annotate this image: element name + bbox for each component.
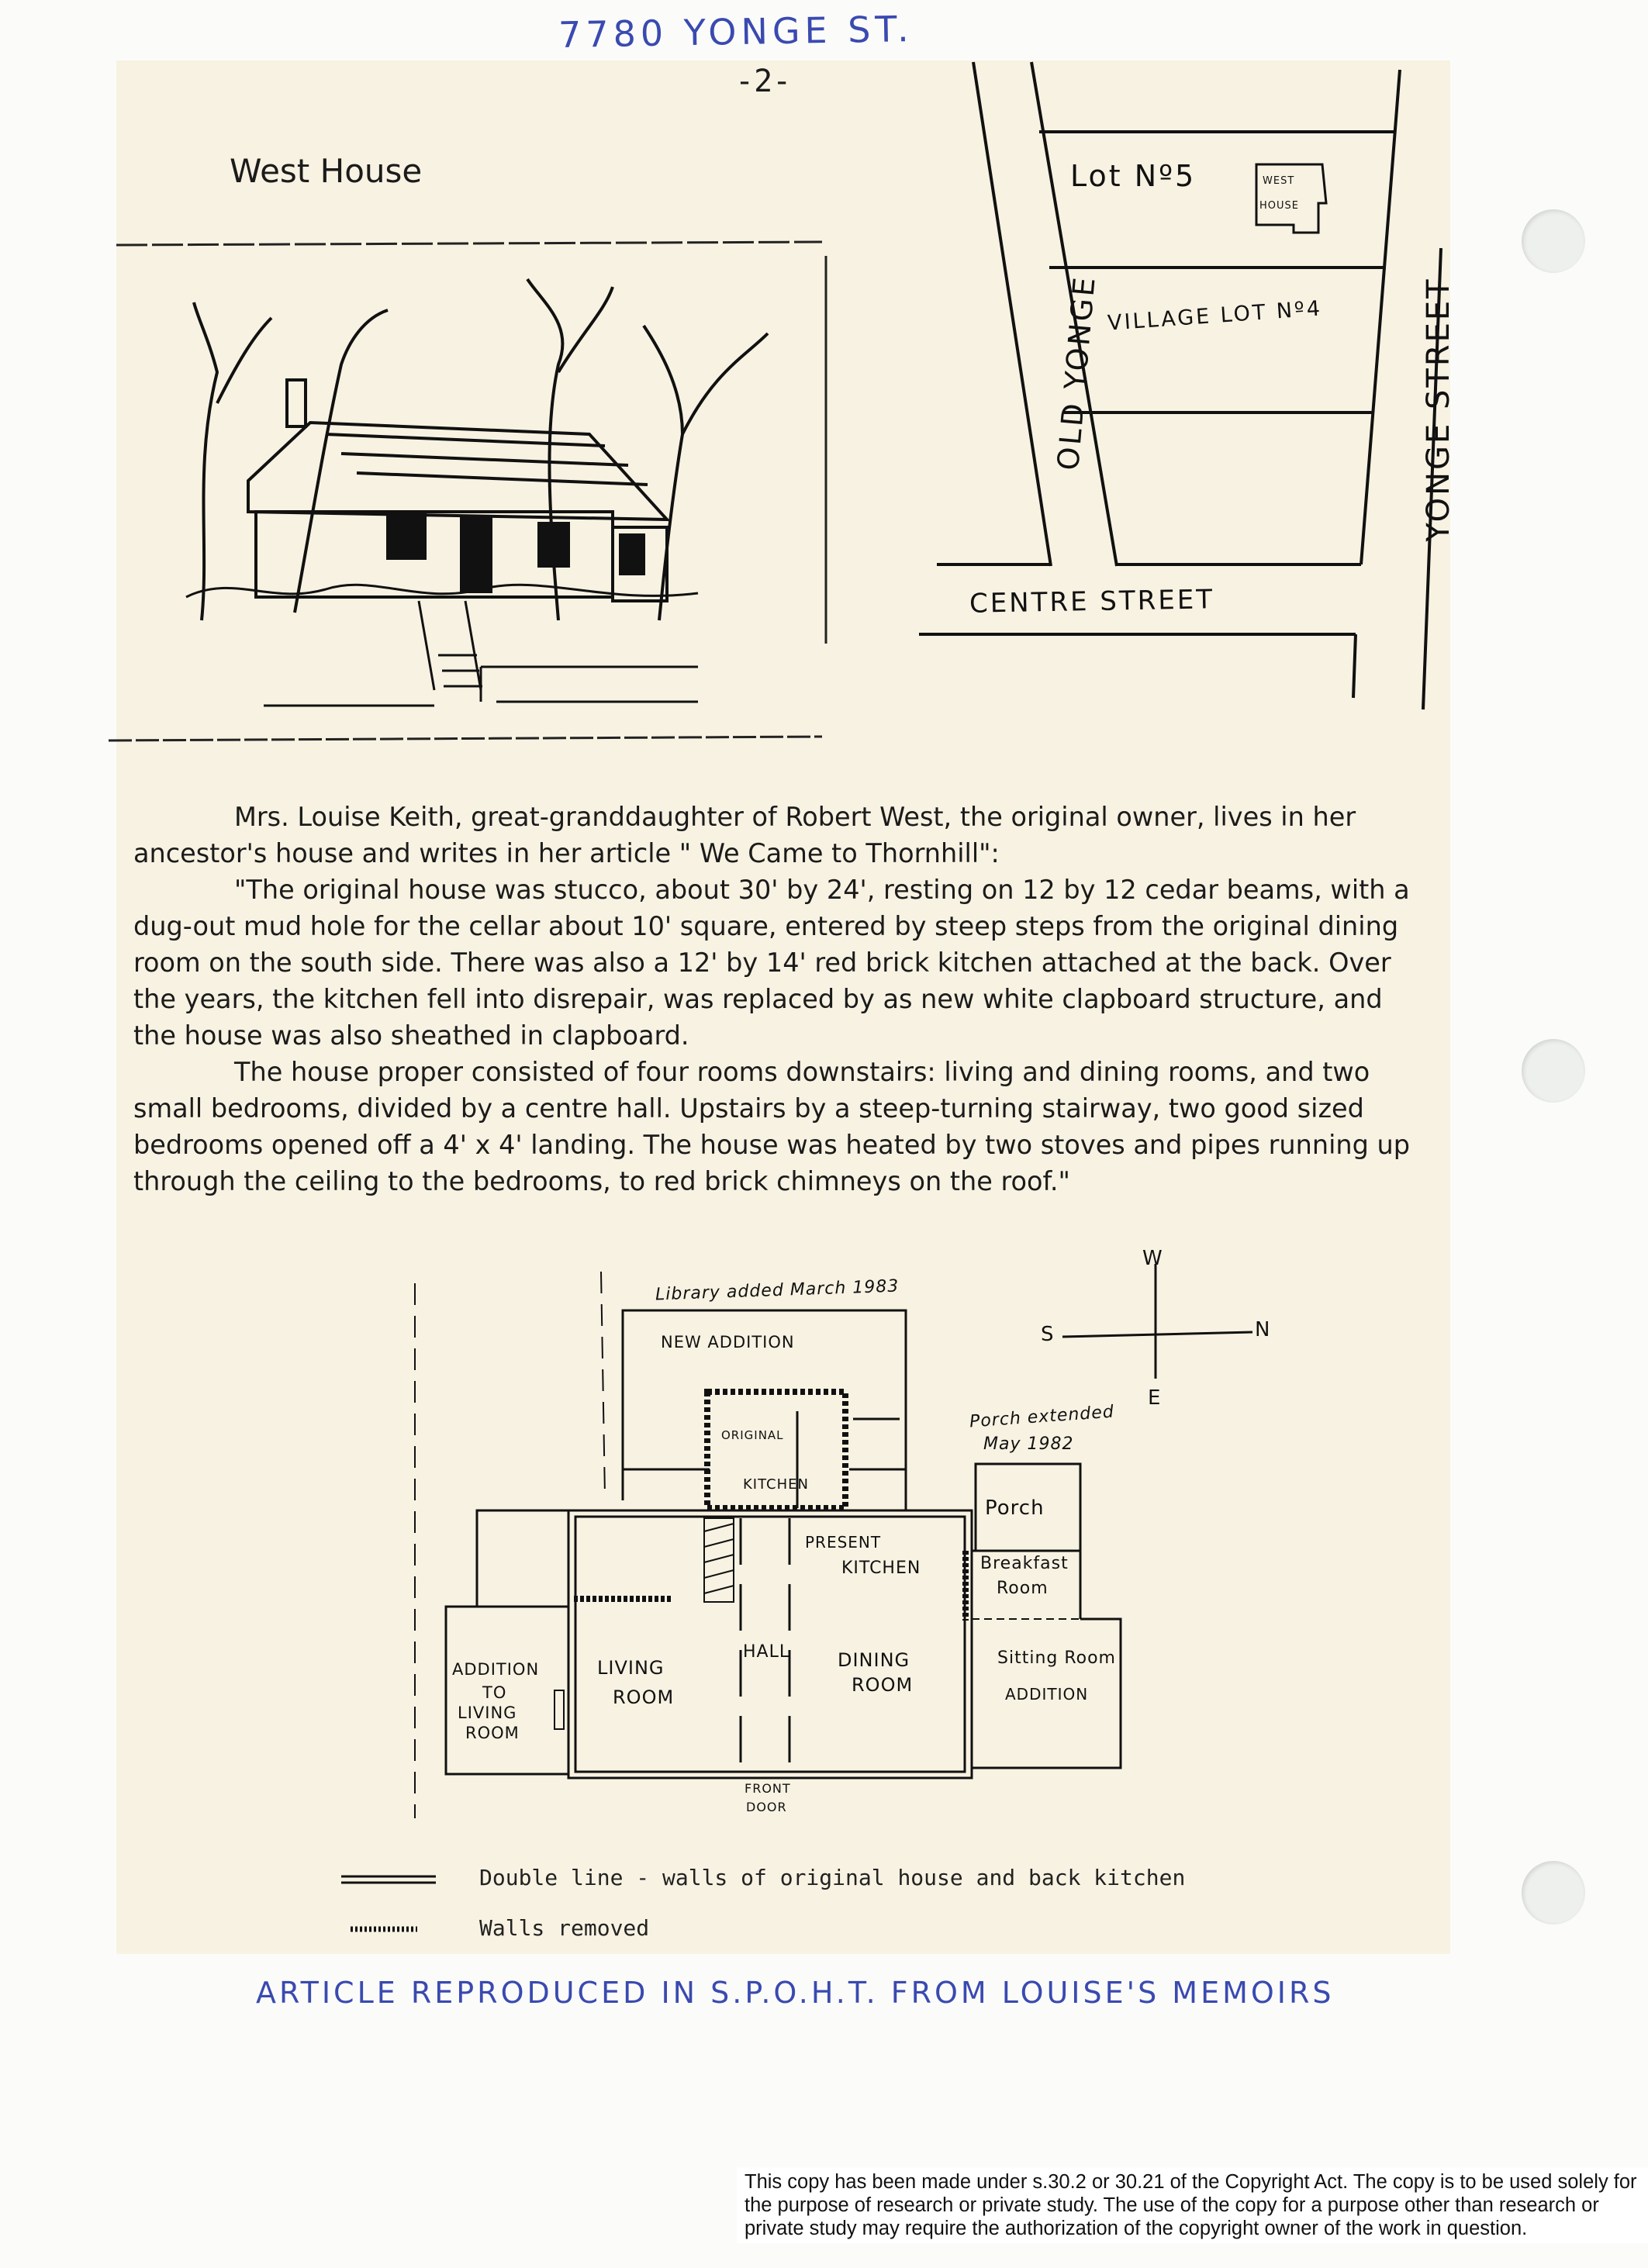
porch-label: Porch bbox=[985, 1496, 1045, 1520]
page-number: -2- bbox=[735, 64, 792, 99]
yonge-street-label: YONGE STREET bbox=[1421, 277, 1456, 542]
hall-label: HALL bbox=[743, 1642, 790, 1662]
legend-walls-removed: Walls removed bbox=[479, 1915, 650, 1941]
house-sketch bbox=[186, 279, 768, 706]
present-kitchen-label-2: KITCHEN bbox=[841, 1559, 921, 1578]
library-note: Library added March 1983 bbox=[655, 1276, 900, 1305]
breakfast-label-2: Room bbox=[997, 1579, 1049, 1598]
sketch-frame bbox=[109, 242, 826, 740]
sitting-room-label-2: ADDITION bbox=[1005, 1685, 1089, 1704]
original-kitchen-label-2: KITCHEN bbox=[743, 1476, 809, 1493]
compass-w: W bbox=[1142, 1247, 1163, 1270]
living-room-label-2: ROOM bbox=[613, 1686, 675, 1708]
compass-e: E bbox=[1148, 1386, 1162, 1410]
legend-double-line: Double line - walls of original house and back kitchen bbox=[479, 1865, 1186, 1890]
handwritten-footer: ARTICLE REPRODUCED IN S.P.O.H.T. FROM LOUISE'S MEMOIRS bbox=[256, 1976, 1335, 2010]
centre-street-label: CENTRE STREET bbox=[969, 584, 1215, 620]
present-kitchen-label-1: PRESENT bbox=[805, 1533, 882, 1552]
article-paragraph-1: Mrs. Louise Keith, great-granddaughter of Robert West, the original owner, lives in her ancestor's house and writes in her article " We Came to Thornhill": bbox=[133, 802, 1356, 868]
compass-s: S bbox=[1041, 1323, 1055, 1346]
dining-room-label-1: DINING bbox=[838, 1649, 910, 1671]
copyright-notice: This copy has been made under s.30.2 or 30.21 of the Copyright Act. The copy is to be used solely for the purpose of research or private study. The use of the copy for a purpose other than research or private study may require the authorization of the copyright owner of the work in question. bbox=[737, 2167, 1648, 2243]
original-kitchen-label-1: ORIGINAL bbox=[721, 1428, 784, 1442]
addition-living-label-3: LIVING bbox=[458, 1704, 517, 1722]
new-addition-label: NEW ADDITION bbox=[661, 1333, 795, 1351]
compass-n: N bbox=[1255, 1318, 1271, 1341]
porch-note-2: May 1982 bbox=[983, 1434, 1074, 1454]
front-door-label-1: FRONT bbox=[745, 1781, 791, 1796]
addition-living-label-2: TO bbox=[482, 1683, 507, 1702]
old-yonge-label: OLD YONGE bbox=[1051, 274, 1102, 472]
addition-living-label-4: ROOM bbox=[465, 1724, 520, 1742]
village-lot-4-label: VILLAGE LOT Nº4 bbox=[1107, 296, 1323, 336]
sitting-room-label-1: Sitting Room bbox=[997, 1648, 1116, 1668]
dining-room-label-2: ROOM bbox=[852, 1674, 914, 1696]
article-paragraph-3: The house proper consisted of four rooms downstairs: living and dining rooms, and two small bedrooms, divided by a centre hall. Upstairs by a steep-turning stairway, two good sized bedrooms opened off a 4' x 4' landing. The house was heated by two stoves and pipes running up through the ceiling to the bedrooms, to red brick chimneys on the roof." bbox=[133, 1057, 1411, 1196]
living-room-label-1: LIVING bbox=[597, 1657, 665, 1679]
lot-5-label: Lot Nº5 bbox=[1070, 159, 1197, 193]
porch-note-1: Porch extended bbox=[969, 1402, 1115, 1432]
front-door-label-2: DOOR bbox=[746, 1800, 787, 1814]
article-paragraph-2: "The original house was stucco, about 30' by 24', resting on 12 by 12 cedar beams, with a dug-out mud hole for the cellar about 10' square, entered by steep steps from the original dining room on the south side. There was also a 12' by 14' red brick kitchen attached at the back. Over the years, the kitchen fell into disrepair, was replaced by as new white clapboard structure, and the house was also sheathed in clapboard. bbox=[133, 875, 1410, 1051]
house-title: West House bbox=[230, 152, 423, 190]
west-house-label-1: WEST bbox=[1263, 175, 1295, 187]
floor-plan bbox=[341, 1264, 1252, 1929]
breakfast-label-1: Breakfast bbox=[980, 1554, 1069, 1573]
addition-living-label-1: ADDITION bbox=[452, 1660, 540, 1679]
article-body bbox=[133, 799, 1413, 1200]
handwritten-address: 7780 YONGE ST. bbox=[558, 8, 914, 56]
west-house-label-2: HOUSE bbox=[1259, 200, 1299, 212]
